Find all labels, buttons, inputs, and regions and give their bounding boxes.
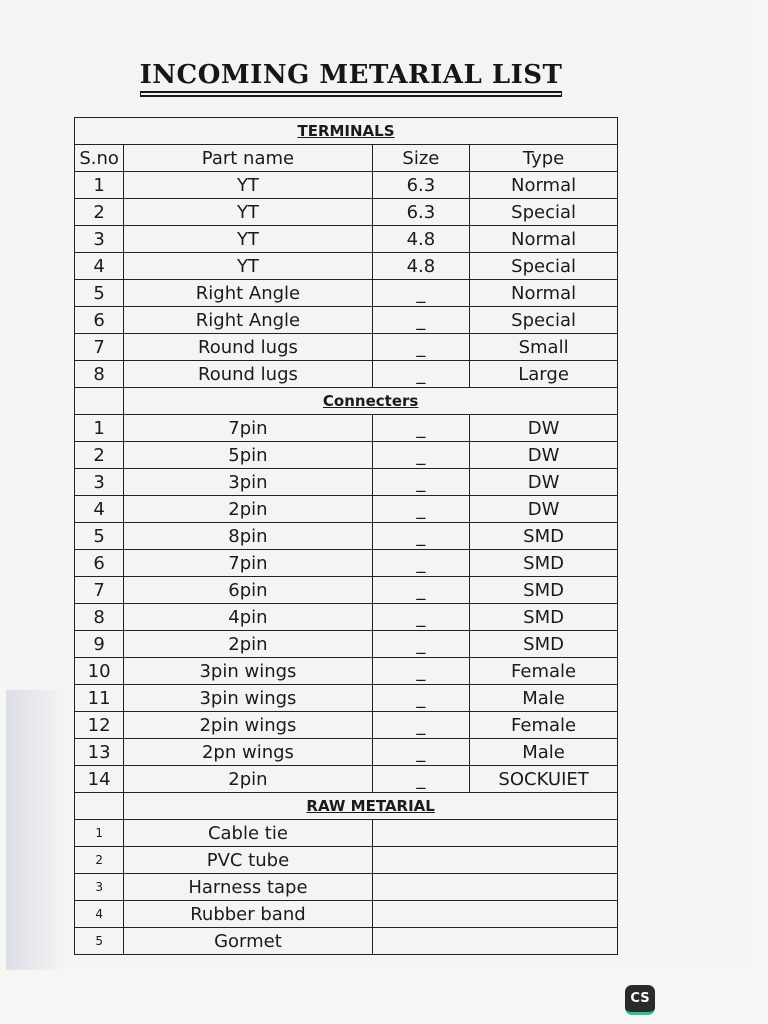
table-row bbox=[75, 901, 618, 928]
row-sno: 2 bbox=[75, 442, 124, 469]
row-sno: 4 bbox=[75, 496, 124, 523]
table-row bbox=[75, 847, 618, 874]
table-row bbox=[75, 739, 618, 766]
row-part-name: 2pn wings bbox=[124, 739, 372, 766]
section-heading-terminals bbox=[75, 118, 618, 145]
table-row bbox=[75, 928, 618, 955]
table-row bbox=[75, 442, 618, 469]
scan-smudge bbox=[6, 690, 66, 970]
header-sno: S.no bbox=[75, 145, 124, 172]
row-part-name: Gormet bbox=[124, 928, 372, 955]
row-sno: 6 bbox=[75, 550, 124, 577]
row-blank bbox=[372, 847, 617, 874]
row-blank bbox=[372, 820, 617, 847]
row-type: Small bbox=[470, 334, 618, 361]
row-size: _ bbox=[372, 469, 470, 496]
header-type: Type bbox=[470, 145, 618, 172]
row-part-name: YT bbox=[124, 253, 372, 280]
row-part-name: Right Angle bbox=[124, 280, 372, 307]
row-part-name: 8pin bbox=[124, 523, 372, 550]
row-part-name: 2pin bbox=[124, 496, 372, 523]
table-row bbox=[75, 280, 618, 307]
page-title-text: INCOMING METARIAL LIST bbox=[140, 60, 563, 93]
row-part-name: Round lugs bbox=[124, 334, 372, 361]
section-title: TERMINALS bbox=[297, 122, 395, 140]
row-type: Female bbox=[470, 658, 618, 685]
row-part-name: 3pin wings bbox=[124, 685, 372, 712]
table-row bbox=[75, 415, 618, 442]
table-row bbox=[75, 577, 618, 604]
row-size: _ bbox=[372, 496, 470, 523]
row-type: Female bbox=[470, 712, 618, 739]
row-size: _ bbox=[372, 550, 470, 577]
row-type: SMD bbox=[470, 523, 618, 550]
row-sno: 8 bbox=[75, 604, 124, 631]
camscanner-logo-icon: CS bbox=[625, 985, 655, 1015]
scanned-page bbox=[6, 0, 746, 968]
row-part-name: 6pin bbox=[124, 577, 372, 604]
page-title bbox=[6, 60, 696, 90]
row-part-name: 7pin bbox=[124, 415, 372, 442]
row-part-name: 4pin bbox=[124, 604, 372, 631]
row-sno: 1 bbox=[75, 820, 124, 847]
row-type: Male bbox=[470, 685, 618, 712]
row-type: Male bbox=[470, 739, 618, 766]
table-row bbox=[75, 820, 618, 847]
table-row bbox=[75, 334, 618, 361]
table-row bbox=[75, 226, 618, 253]
row-size: _ bbox=[372, 307, 470, 334]
row-size: _ bbox=[372, 739, 470, 766]
row-blank bbox=[372, 874, 617, 901]
row-blank bbox=[372, 928, 617, 955]
row-part-name: 2pin wings bbox=[124, 712, 372, 739]
row-type: Special bbox=[470, 199, 618, 226]
row-sno: 11 bbox=[75, 685, 124, 712]
material-table bbox=[74, 117, 618, 955]
section-heading-connecters bbox=[124, 388, 618, 415]
row-sno: 1 bbox=[75, 415, 124, 442]
row-sno: 1 bbox=[75, 172, 124, 199]
row-type: Special bbox=[470, 253, 618, 280]
row-sno: 2 bbox=[75, 847, 124, 874]
row-sno: 2 bbox=[75, 199, 124, 226]
material-table-body bbox=[75, 118, 618, 955]
table-row bbox=[75, 199, 618, 226]
section-title: RAW METARIAL bbox=[306, 797, 435, 815]
table-row bbox=[75, 631, 618, 658]
row-sno: 12 bbox=[75, 712, 124, 739]
row-part-name: 3pin bbox=[124, 469, 372, 496]
table-row bbox=[75, 550, 618, 577]
table-row bbox=[75, 172, 618, 199]
row-part-name: 2pin bbox=[124, 766, 372, 793]
row-part-name: Round lugs bbox=[124, 361, 372, 388]
section-blank bbox=[75, 388, 124, 415]
row-blank bbox=[372, 901, 617, 928]
row-part-name: Harness tape bbox=[124, 874, 372, 901]
row-size: 4.8 bbox=[372, 226, 470, 253]
row-sno: 4 bbox=[75, 901, 124, 928]
row-sno: 5 bbox=[75, 523, 124, 550]
header-part-name: Part name bbox=[124, 145, 372, 172]
row-sno: 10 bbox=[75, 658, 124, 685]
row-part-name: 7pin bbox=[124, 550, 372, 577]
row-part-name: Rubber band bbox=[124, 901, 372, 928]
row-sno: 7 bbox=[75, 577, 124, 604]
row-type: Normal bbox=[470, 172, 618, 199]
table-row bbox=[75, 712, 618, 739]
row-type: Normal bbox=[470, 280, 618, 307]
row-type: Special bbox=[470, 307, 618, 334]
table-row bbox=[75, 658, 618, 685]
table-row bbox=[75, 307, 618, 334]
row-part-name: Cable tie bbox=[124, 820, 372, 847]
row-part-name: 5pin bbox=[124, 442, 372, 469]
row-type: Normal bbox=[470, 226, 618, 253]
row-size: 6.3 bbox=[372, 199, 470, 226]
section-title: Connecters bbox=[322, 392, 419, 410]
section-row-raw bbox=[75, 793, 618, 820]
section-blank bbox=[75, 793, 124, 820]
row-size: 4.8 bbox=[372, 253, 470, 280]
row-sno: 14 bbox=[75, 766, 124, 793]
table-row bbox=[75, 604, 618, 631]
row-sno: 13 bbox=[75, 739, 124, 766]
table-row bbox=[75, 766, 618, 793]
row-type: DW bbox=[470, 442, 618, 469]
section-row-terminals bbox=[75, 118, 618, 145]
row-sno: 3 bbox=[75, 874, 124, 901]
row-type: DW bbox=[470, 496, 618, 523]
header-size: Size bbox=[372, 145, 470, 172]
row-type: SOCKUIET bbox=[470, 766, 618, 793]
row-part-name: 2pin bbox=[124, 631, 372, 658]
row-size: _ bbox=[372, 577, 470, 604]
row-sno: 5 bbox=[75, 280, 124, 307]
row-size: _ bbox=[372, 280, 470, 307]
row-size: _ bbox=[372, 334, 470, 361]
row-size: _ bbox=[372, 604, 470, 631]
row-sno: 5 bbox=[75, 928, 124, 955]
row-sno: 3 bbox=[75, 469, 124, 496]
row-type: Large bbox=[470, 361, 618, 388]
row-size: _ bbox=[372, 523, 470, 550]
row-type: SMD bbox=[470, 577, 618, 604]
table-row bbox=[75, 253, 618, 280]
row-part-name: 3pin wings bbox=[124, 658, 372, 685]
row-size: _ bbox=[372, 631, 470, 658]
section-heading-raw bbox=[124, 793, 618, 820]
row-sno: 3 bbox=[75, 226, 124, 253]
row-size: _ bbox=[372, 766, 470, 793]
row-size: _ bbox=[372, 415, 470, 442]
row-sno: 4 bbox=[75, 253, 124, 280]
row-part-name: YT bbox=[124, 226, 372, 253]
row-sno: 6 bbox=[75, 307, 124, 334]
row-size: _ bbox=[372, 712, 470, 739]
row-type: SMD bbox=[470, 631, 618, 658]
row-size: 6.3 bbox=[372, 172, 470, 199]
table-row bbox=[75, 361, 618, 388]
row-sno: 9 bbox=[75, 631, 124, 658]
row-sno: 8 bbox=[75, 361, 124, 388]
row-size: _ bbox=[372, 685, 470, 712]
row-part-name: Right Angle bbox=[124, 307, 372, 334]
table-row bbox=[75, 469, 618, 496]
row-part-name: YT bbox=[124, 199, 372, 226]
table-header-row bbox=[75, 145, 618, 172]
table-row bbox=[75, 874, 618, 901]
section-row-connecters bbox=[75, 388, 618, 415]
row-size: _ bbox=[372, 442, 470, 469]
row-part-name: PVC tube bbox=[124, 847, 372, 874]
table-row bbox=[75, 523, 618, 550]
row-part-name: YT bbox=[124, 172, 372, 199]
row-type: SMD bbox=[470, 604, 618, 631]
table-row bbox=[75, 496, 618, 523]
row-type: SMD bbox=[470, 550, 618, 577]
row-type: DW bbox=[470, 469, 618, 496]
row-size: _ bbox=[372, 658, 470, 685]
table-row bbox=[75, 685, 618, 712]
row-type: DW bbox=[470, 415, 618, 442]
row-size: _ bbox=[372, 361, 470, 388]
row-sno: 7 bbox=[75, 334, 124, 361]
